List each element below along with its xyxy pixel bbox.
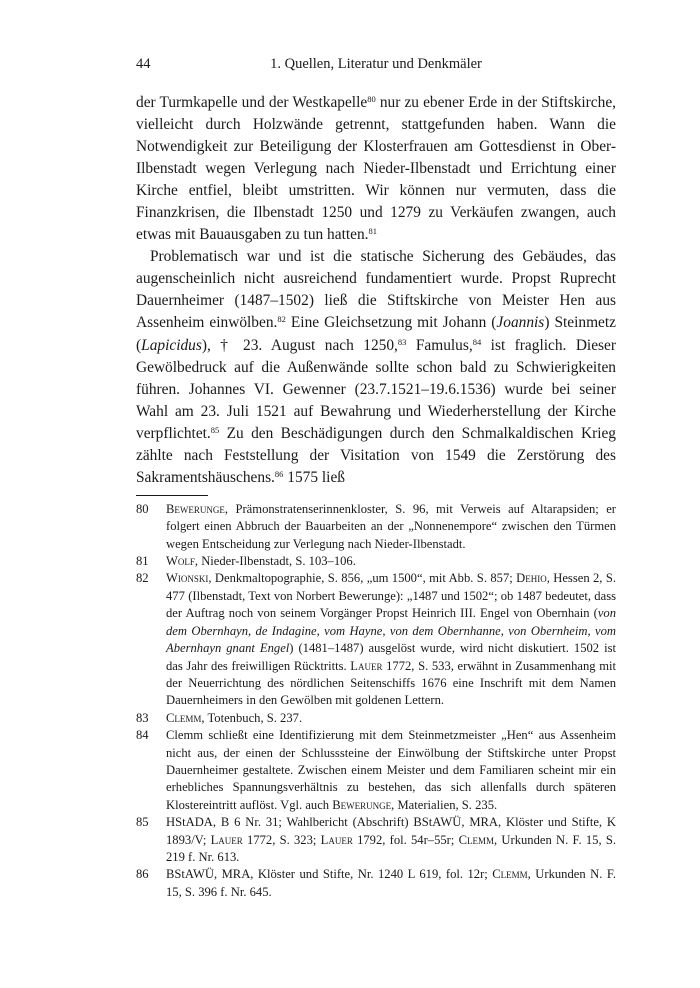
footnote-ref-83[interactable]: 83 [397,336,407,347]
footnote-81 [136,553,616,570]
running-head [136,56,616,78]
footnote-ref-82[interactable]: 82 [277,314,286,325]
paragraph-1: der Turmkapelle und der Westkapelle$^{80}$ nur zu ebener Erde in der Stiftskirche, vielleicht durch Holzwände getrennt, stattgefunden haben. Wann die Notwendigkeit zur Beteiligung der Klosterfrauen am Gottesdienst in Ober-Ilbenstadt wegen Verlegung nach Nieder-Ilbenstadt und Errichtung einer Kirche entfiel, bleibt umstritten. Wir können nur vermuten, dass die Finanzkrisen, die Ilbenstadt 1250 und 1279 zu Verkäufen zwangen, auch etwas mit Bauausgaben zu tun hatten.$^{81}$ [136,94,617,244]
footnote-text: Bewerunge, Prämonstratenserinnenkloster, S. 96, mit Verweis auf Altarapsiden; er folgert einen Abbruch der Bauarbeiten an der „Nonnenempore“ zwischen den Türmen wegen Entscheidung zur Verlegung nach Nieder-Ilbenstadt. [166,501,616,551]
footnote-text: Clemm, Totenbuch, S. 237. [166,710,303,725]
footnote-84 [136,727,616,814]
book-page [136,56,616,901]
footnote-text: HStADA, B 6 Nr. 31; Wahlbericht (Abschrift) BStAWÜ, MRA, Klöster und Stifte, K 1893/V; Lauer 1772, S. 323; Lauer 1792, fol. 54r–55r; Clemm, Urkunden N. F. 15, S. 219 f. Nr. 613. [166,815,616,864]
footnote-number: 82 [136,571,149,586]
footnote-83 [136,710,616,727]
footnote-ref-80[interactable]: 80 [367,94,376,104]
footnote-divider [136,495,208,496]
running-title: 1. Quellen, Literatur und Denkmäler [270,56,482,72]
footnote-number: 80 [136,501,149,516]
footnote-number: 81 [136,554,149,569]
page-number: 44 [136,56,151,72]
footnote-number: 83 [136,710,149,725]
footnote-text: Clemm schließt eine Identifizierung mit dem Steinmetzmeister „Hen“ aus Assenheim nicht aus, der einen der Schlusssteine der Einwölbung der Stiftskirche unter Propst Dauernheimer gestaltete. Zwischen einem Meister und dem Familiaren scheint mir ein erhebliches Spannungsverhältnis zu bestehen, das sich allenfalls durch späteren Klostereintritt auflöst. Vgl. auch Bewerunge, Materialien, S. 235. [166,728,616,812]
footnote-86 [136,866,616,901]
footnote-number: 85 [136,815,149,830]
paragraph-2: Problematisch war und ist die statische Sicherung des Gebäudes, das augenscheinlich nicht ausreichend fundamentiert wurde. Propst Ruprecht Dauernheimer (1487–1502) ließ die Stiftskirche von Meister Hen aus Assenheim einwölben.$^{82}$ Eine Gleichsetzung mit Johann (Joannis) Steinmetz (Lapicidus), † 23. August nach 1250,83 Famulus,$^{84}$ ist fraglich. Dieser Gewölbedruck auf die Außenwände sollte schon bald zu Schwierigkeiten führen. Johannes VI. Gewenner (23.7.1521–19.6.1536) wurde bei seiner Wahl am 23. Juli 1521 auf Bewahrung und Wiederherstellung der Kirche verpflichtet.$^{85}$ Zu den Beschädigungen durch den Schmalkaldischen Krieg zählte nach Feststellung der Visitation von 1549 die Zerstörung des Sakramentshäuschens.$^{86}$ 1575 ließ [136,248,616,486]
footnote-text: BStAWÜ, MRA, Klöster und Stifte, Nr. 1240 L 619, fol. 12r; Clemm, Urkunden N. F. 15, S. 396 f. Nr. 645. [166,867,617,899]
footnote-ref-81[interactable]: 81 [368,226,378,237]
footnote-85 [136,814,616,866]
footnote-text: Wolf, Nieder-Ilbenstadt, S. 103–106. [166,554,356,569]
footnote-ref-86[interactable]: 86 [274,468,284,479]
footnote-number: 86 [136,867,149,882]
footnote-82 [136,570,616,709]
main-text [136,92,616,489]
footnote-80 [136,501,616,553]
footnote-text: Wionski, Denkmaltopographie, S. 856, „um 1500“, mit Abb. S. 857; Dehio, Hessen 2, S. 477 (Ilbenstadt, Text von Norbert Bewerunge): „1487 und 1502“; ob 1487 bedeutet, dass der Auftrag noch von seinem Vorgänger Propst Heinrich III. Engel von Obernhain (von dem Obernhayn, de Indagine, vom Hayne, von dem Obernhanne, von Obernheim, vom Abernhayn gnant Engel) (1481–1487) ausgelöst wurde, wird nicht diskutiert. 1502 ist das Jahr des freiwilligen Rücktritts. Lauer 1772, S. 533, erwähnt in Zusammenhang mit der Neuerrichtung des nördlichen Seitenschiffs 1676 eine Inschrift mit dem Namen Dauernheimers in den Gewölben mit goldenen Lettern. [166,571,617,708]
footnote-ref-85[interactable]: 85 [210,424,220,435]
footnote-ref-84[interactable]: 84 [472,336,482,347]
footnote-number: 84 [136,728,149,743]
footnotes [136,501,616,901]
